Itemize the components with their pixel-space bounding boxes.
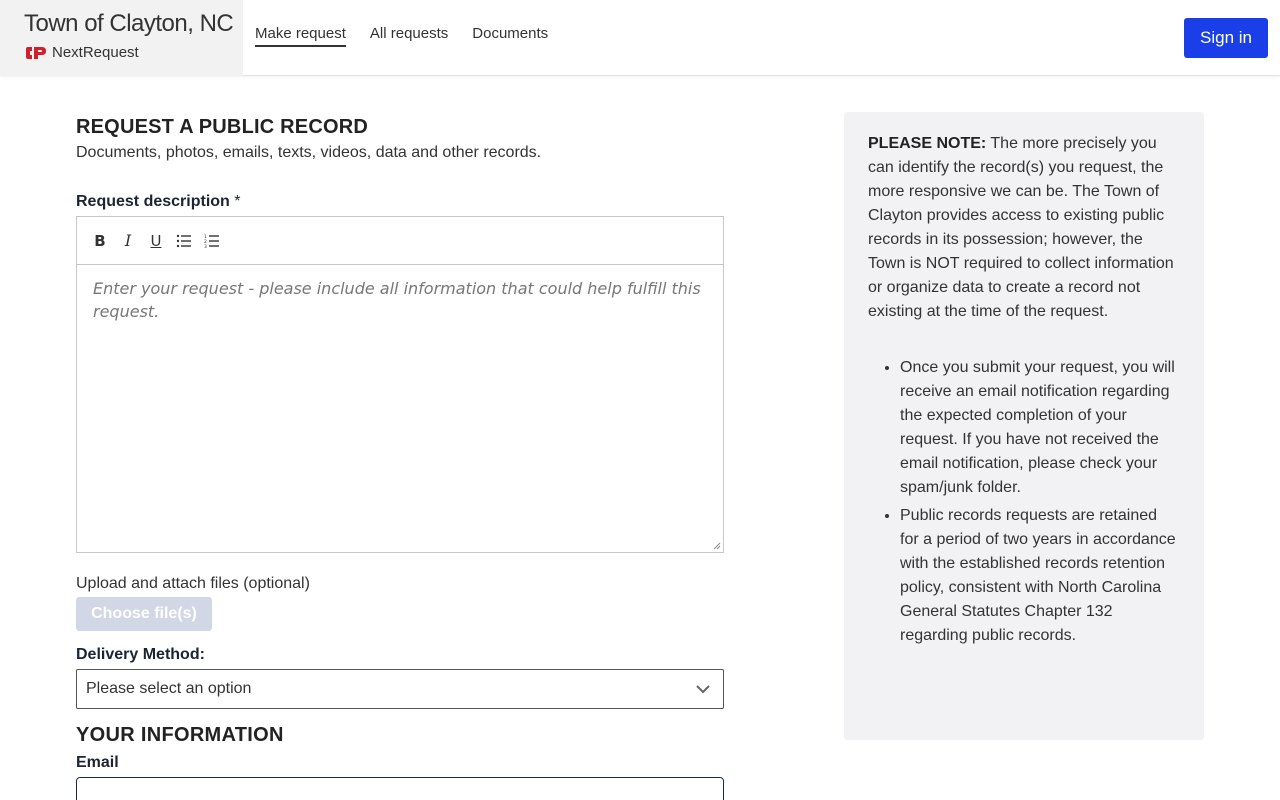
main-nav (255, 25, 548, 47)
chevron-down-icon (695, 681, 711, 697)
request-description-label-text: Request description (76, 193, 230, 210)
note-body: The more precisely you can identify the record(s) you request, the more responsive we can be. The Town of Clayton provides access to existing public records in its possession; however, the Town is NOT required to collect information or organize data to create a record not existing at the time of the request. (868, 135, 1174, 320)
choose-files-button[interactable]: Choose file(s) (76, 597, 212, 631)
note-list-item: • Public records requests are retained for a period of two years in accordance with the established records retention policy, consistent with North Carolina General Statutes Chapter 132 regarding public records. (900, 504, 1180, 648)
top-header (0, 0, 1280, 76)
svg-text:1: 1 (204, 234, 207, 240)
nav-documents[interactable]: Documents (472, 25, 549, 42)
note-lead: PLEASE NOTE: (868, 135, 987, 152)
svg-text:3: 3 (204, 244, 207, 248)
request-description-input[interactable]: Enter your request - please include all information that could help fulfill this request. (93, 279, 701, 321)
note-list-item: • Once you submit your request, you will receive an email notification regarding the expected completion of your request. If you have not received the email notification, please check your spam/junk folder. (900, 356, 1180, 500)
nextrequest-brand (25, 44, 139, 61)
sign-in-button[interactable]: Sign in (1184, 18, 1268, 58)
nav-all-requests[interactable]: All requests (369, 25, 449, 42)
bold-icon[interactable]: B (94, 231, 106, 250)
delivery-method-select[interactable] (76, 669, 724, 709)
italic-icon[interactable]: I (124, 231, 132, 250)
request-description-label (76, 193, 241, 211)
required-mark: * (234, 193, 241, 210)
delivery-method-value: Please select an option (86, 680, 252, 697)
nextrequest-logo-icon (25, 46, 47, 60)
page-title: REQUEST A PUBLIC RECORD (76, 116, 369, 138)
brand-block[interactable] (0, 0, 243, 76)
email-field[interactable] (76, 777, 724, 800)
numbered-list-icon[interactable] (203, 232, 221, 250)
brand-name: NextRequest (52, 44, 139, 61)
note-list (868, 356, 1180, 648)
request-description-editor (76, 216, 724, 553)
your-information-heading: YOUR INFORMATION (76, 724, 284, 746)
nav-make-request[interactable]: Make request (255, 25, 346, 47)
email-label: Email (76, 754, 119, 771)
bullet-list-icon[interactable] (175, 232, 193, 250)
underline-icon[interactable]: U (150, 231, 162, 250)
svg-text:2: 2 (204, 239, 207, 245)
please-note-panel (844, 112, 1204, 740)
editor-toolbar (77, 217, 723, 265)
page-subtitle: Documents, photos, emails, texts, videos, data and other records. (76, 144, 542, 161)
resize-handle-icon[interactable] (713, 542, 721, 550)
org-title: Town of Clayton, NC (24, 10, 234, 37)
delivery-method-label: Delivery Method: (76, 646, 205, 663)
note-paragraph (868, 132, 1180, 324)
upload-files-label: Upload and attach files (optional) (76, 575, 310, 592)
